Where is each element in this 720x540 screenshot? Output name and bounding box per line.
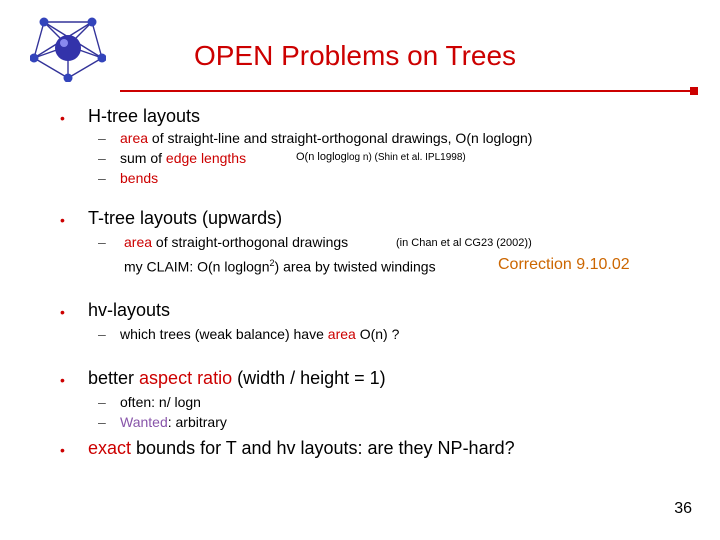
my-claim	[124, 258, 436, 275]
aspect-ratio-term: aspect ratio	[139, 368, 233, 388]
sub-text: which trees (weak balance) have	[120, 326, 328, 342]
area-term: area	[327, 326, 356, 342]
dash-marker: –	[98, 150, 106, 166]
dash-marker: –	[98, 130, 106, 146]
sub-h-tree-area	[120, 130, 532, 146]
sub-hv-which-trees	[120, 326, 399, 342]
bullet-marker: •	[60, 212, 65, 228]
sub-text-end: O(n) ?	[355, 326, 400, 342]
label-text: better	[88, 368, 140, 388]
bullet-hv-layouts: hv-layouts	[88, 300, 171, 320]
area-term: area	[120, 130, 149, 146]
sub-text: of straight-line and straight-orthogonal drawings, O(n loglogn)	[148, 130, 533, 146]
sub-aspect-often: often: n/ logn	[120, 394, 201, 410]
bullet-marker: •	[60, 304, 65, 320]
dash-marker: –	[98, 326, 106, 342]
sub-text: sum of	[120, 150, 166, 166]
dash-marker: –	[98, 394, 106, 410]
dash-marker: –	[98, 234, 106, 250]
exact-term: exact	[88, 438, 132, 458]
slide-title: OPEN Problems on Trees	[193, 40, 517, 71]
claim-text-end: ) area by twisted windings	[274, 258, 436, 275]
bullet-marker: •	[60, 110, 65, 126]
claim-sup: 2	[269, 258, 275, 268]
claim-text: my CLAIM: O(n loglogn	[124, 258, 270, 275]
correction-note: Correction 9.10.02	[498, 256, 630, 273]
bullet-exact-bounds	[88, 438, 515, 459]
title-rule	[120, 90, 690, 92]
sub-h-tree-edge	[120, 150, 246, 166]
edge-length-bound	[296, 151, 466, 163]
sub-text: of straight-orthogonal drawings	[152, 234, 349, 250]
area-term: area	[124, 234, 153, 250]
bullet-marker: •	[60, 372, 65, 388]
label-text-end: (width / height = 1)	[232, 368, 386, 388]
sub-h-tree-bends: bends	[120, 170, 159, 186]
bullet-aspect-ratio	[88, 368, 386, 389]
wanted-term: Wanted	[120, 414, 168, 430]
bound-ref: log n) (Shin et al. IPL1998)	[346, 152, 466, 163]
edge-lengths-term: edge lengths	[165, 150, 247, 166]
sub-t-tree-area	[124, 234, 348, 250]
bullet-marker: •	[60, 442, 65, 458]
graph-network-logo	[30, 12, 106, 82]
sub-aspect-wanted	[120, 414, 227, 430]
dash-marker: –	[98, 414, 106, 430]
sub-text: : arbitrary	[167, 414, 227, 430]
title-rule-end	[690, 87, 698, 95]
bullet-h-tree: H-tree layouts	[88, 106, 201, 126]
bullet-t-tree: T-tree layouts (upwards)	[88, 208, 283, 228]
bound-text: O(n loglog	[296, 151, 347, 163]
label-text: bounds for T and hv layouts: are they NP-hard?	[131, 438, 515, 458]
page-number: 36	[674, 500, 692, 517]
dash-marker: –	[98, 170, 106, 186]
t-tree-ref: (in Chan et al CG23 (2002))	[396, 237, 532, 249]
